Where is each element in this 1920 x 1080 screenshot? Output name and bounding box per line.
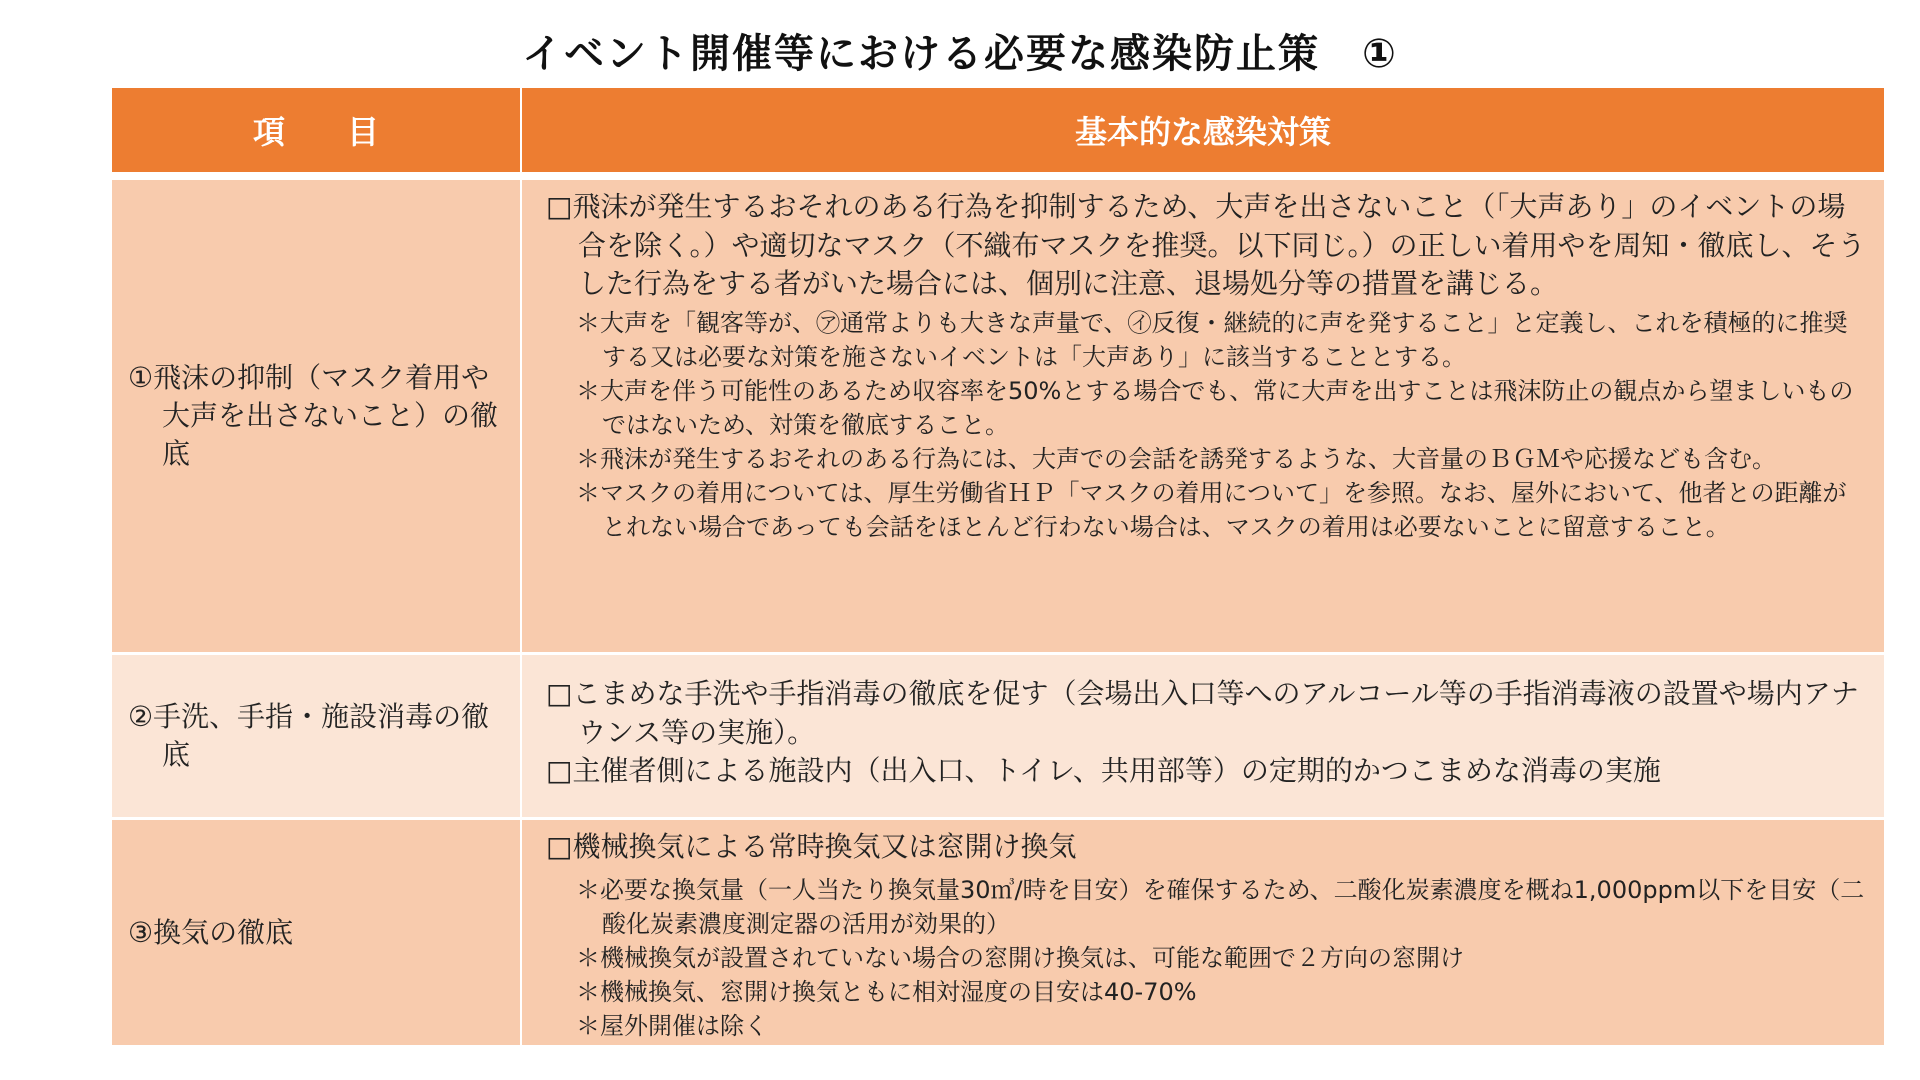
measure-note: ＊機械換気が設置されていない場合の窓開け換気は、可能な範囲で２方向の窓開け bbox=[576, 943, 1464, 972]
row-measures-droplet bbox=[522, 180, 1884, 652]
measure-note: ＊飛沫が発生するおそれのある行為には、大声での会話を誘発するような、大音量のＢＧＭや応援なども含む。 bbox=[576, 444, 1776, 473]
row-item-ventilation bbox=[112, 820, 520, 1045]
header-measures-label: 基本的な感染対策 bbox=[1074, 113, 1331, 151]
row-item-disinfection bbox=[112, 655, 520, 817]
measure-note: ＊必要な換気量（一人当たり換気量30㎥/時を目安）を確保するため、二酸化炭素濃度を概ね1,000ppm以下を目安（二酸化炭素濃度測定器の活用が効果的） bbox=[576, 875, 1865, 938]
measure-main: □こまめな手洗や手指消毒の徹底を促す（会場出入口等へのアルコール等の手指消毒液の設置や場内アナウンス等の実施）。 bbox=[546, 677, 1859, 749]
row-item-label: ③換気の徹底 bbox=[128, 915, 294, 949]
header-measures bbox=[522, 88, 1884, 177]
row-item-label: ②手洗、手指・施設消毒の徹底 bbox=[128, 700, 490, 771]
measure-note: ＊屋外開催は除く bbox=[576, 1011, 768, 1040]
measure-main: □飛沫が発生するおそれのある行為を抑制するため、大声を出さないこと（「大声あり」のイベントの場合を除く。）や適切なマスク（不織布マスクを推奨。以下同じ。）の正しい着用やを周知・徹底し、そうした行為をする者がいた場合には、個別に注意、退場処分等の措置を講じる。 bbox=[546, 190, 1866, 300]
measure-main: □主催者側による施設内（出入口、トイレ、共用部等）の定期的かつこまめな消毒の実施 bbox=[546, 754, 1661, 787]
row-measures-disinfection bbox=[522, 655, 1884, 817]
measure-note: ＊大声を「観客等が、㋐通常よりも大きな声量で、㋑反復・継続的に声を発すること」と定義し、これを積極的に推奨する又は必要な対策を施さないイベントは「大声あり」に該当することとする。 bbox=[576, 308, 1848, 371]
measure-note: ＊マスクの着用については、厚生労働省ＨＰ「マスクの着用について」を参照。なお、屋外において、他者との距離がとれない場合であっても会話をほとんど行わない場合は、マスクの着用は必要ないことに留意すること。 bbox=[576, 478, 1847, 541]
measure-note: ＊大声を伴う可能性のあるため収容率を50%とする場合でも、常に大声を出すことは飛沫防止の観点から望ましいものではないため、対策を徹底すること。 bbox=[576, 376, 1854, 439]
page-title: イベント開催等における必要な感染防止策 ① bbox=[522, 31, 1398, 77]
row-item-droplet bbox=[112, 180, 520, 652]
measure-main: □機械換気による常時換気又は窓開け換気 bbox=[546, 830, 1077, 863]
row-item-label: ①飛沫の抑制（マスク着用や大声を出さないこと）の徹底 bbox=[128, 361, 499, 470]
header-item bbox=[112, 88, 520, 177]
row-measures-ventilation bbox=[522, 820, 1884, 1045]
measures-table bbox=[112, 88, 1884, 1045]
measure-note: ＊機械換気、窓開け換気ともに相対湿度の目安は40-70% bbox=[576, 977, 1197, 1006]
header-item-label: 項目 bbox=[252, 113, 441, 151]
